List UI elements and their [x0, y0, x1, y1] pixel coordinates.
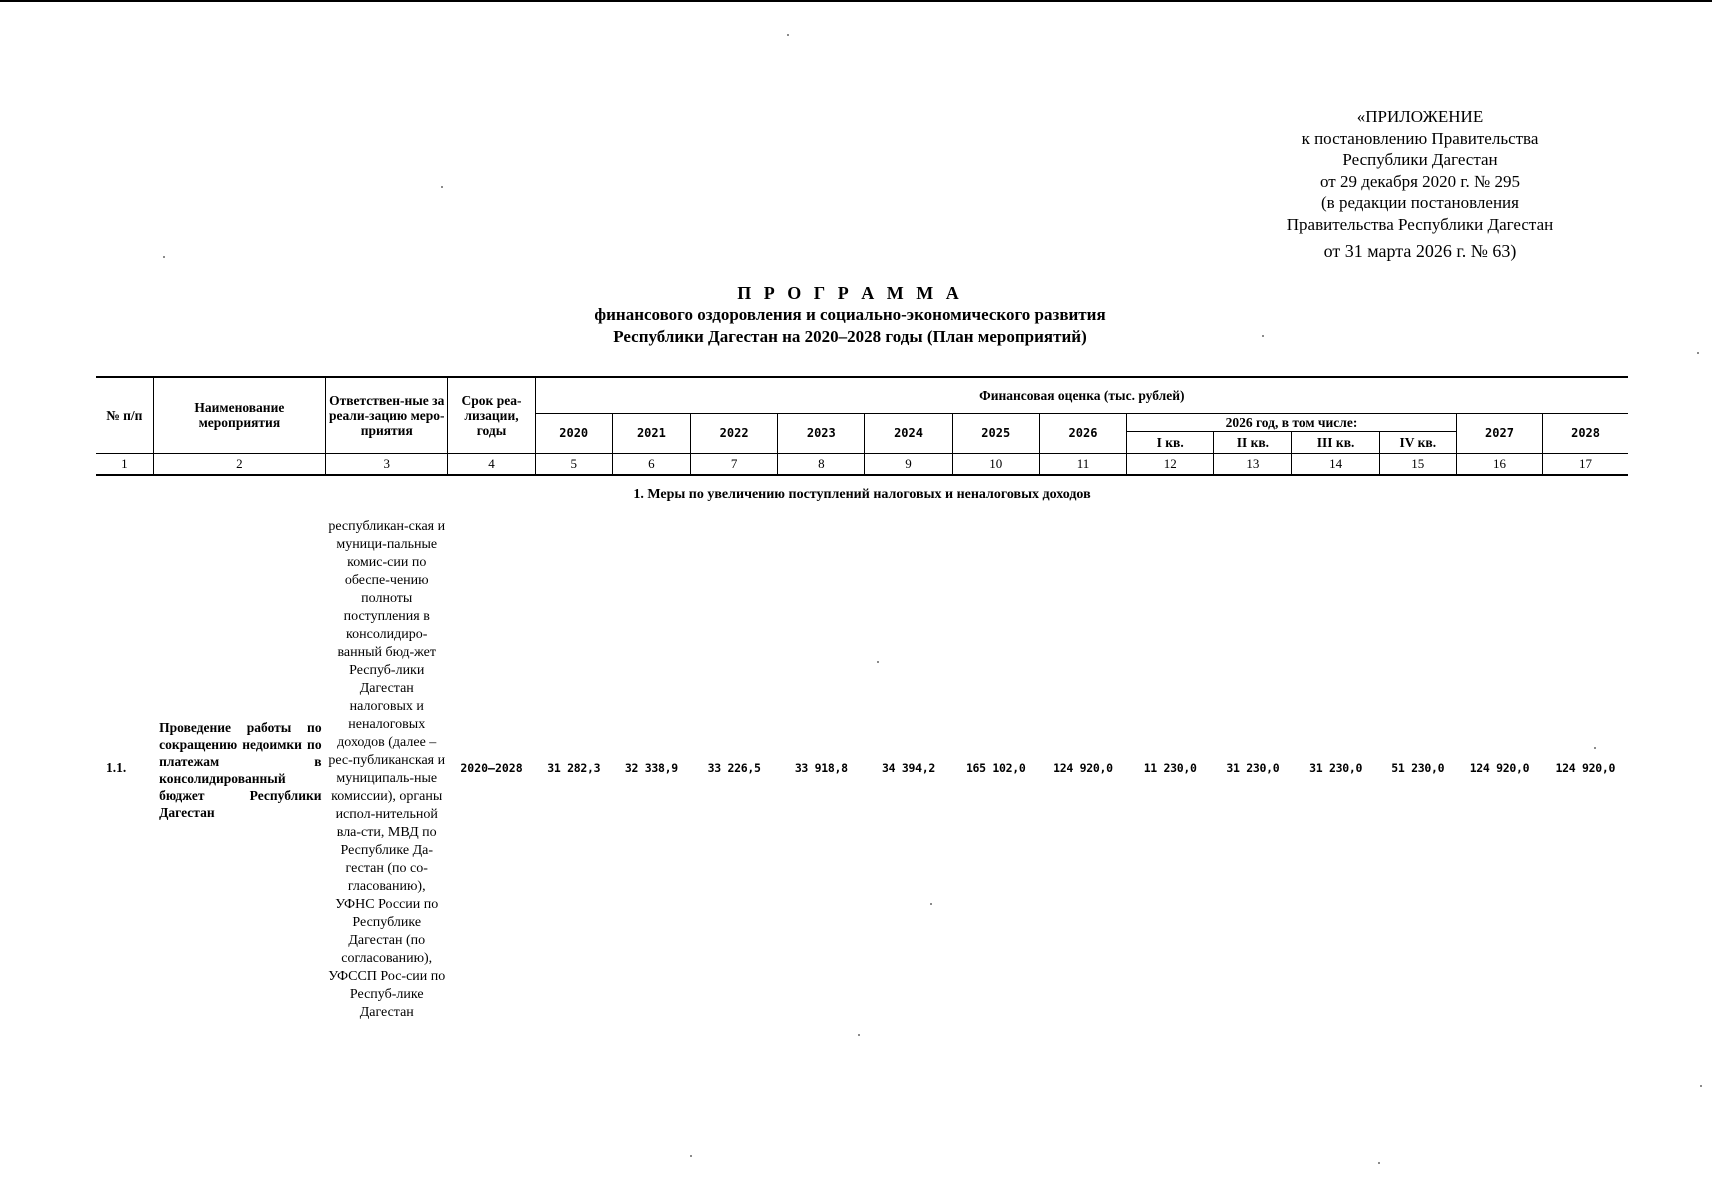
header-num: № п/п: [96, 377, 153, 453]
appendix-line: Республики Дагестан: [1342, 150, 1498, 169]
header-q2: II кв.: [1214, 431, 1292, 453]
value-2026-q2: 31 230,0: [1226, 760, 1280, 775]
header-q1: I кв.: [1127, 431, 1214, 453]
header-period: Срок реа-лизации, годы: [448, 377, 535, 453]
value-2022: 33 226,5: [707, 760, 761, 775]
row-period: 2020–2028: [460, 760, 523, 775]
appendix-line: (в редакции постановления: [1321, 193, 1519, 212]
header-year-2020: 2020: [535, 413, 612, 453]
scan-speck: [163, 256, 165, 258]
column-number: 2: [153, 453, 325, 475]
header-year-2024: 2024: [865, 413, 952, 453]
column-number-row: [96, 453, 1628, 475]
plan-table: [96, 376, 1628, 1022]
column-number: 12: [1127, 453, 1214, 475]
scan-speck: [858, 1034, 860, 1036]
header-year-2021: 2021: [612, 413, 690, 453]
appendix-line: от 29 декабря 2020 г. № 295: [1320, 171, 1520, 191]
title-line: финансового оздоровления и социально-экономического развития: [594, 305, 1106, 324]
scan-speck: [1700, 1085, 1702, 1087]
appendix-line: Правительства Республики Дагестан: [1286, 214, 1554, 234]
value-2024: 34 394,2: [882, 760, 936, 775]
table-row: [96, 514, 1628, 1022]
column-number: 4: [448, 453, 535, 475]
value-2026: 124 920,0: [1053, 760, 1113, 775]
header-year-2022: 2022: [690, 413, 777, 453]
scan-speck: [930, 903, 932, 905]
value-2025: 165 102,0: [965, 760, 1026, 775]
column-number: 7: [690, 453, 777, 475]
value-2021: 32 338,9: [624, 760, 678, 775]
column-number: 1: [96, 453, 153, 475]
row-responsible: республикан-ская и муници-пальные комис-сии по обеспе-чению полноты поступления в консолидиро-ванный бюд-жет Респуб-лики Дагестан налоговых и неналоговых доходов (далее – рес-публиканская и муниципаль-ные комиссии), органы испол-нительной вла-сти, МВД по Республике Да-гестан (по со-гласованию), УФНС России по Республике Дагестан (по согласованию), УФССП Рос-сии по Респуб-лике Дагестан: [328, 518, 446, 1020]
header-year-2025: 2025: [952, 413, 1039, 453]
column-number: 9: [865, 453, 952, 475]
title-program: П Р О Г Р А М М А: [737, 283, 963, 303]
column-number: 8: [778, 453, 865, 475]
title-line: Республики Дагестан на 2020–2028 годы (План мероприятий): [613, 327, 1087, 346]
value-2023: 33 918,8: [794, 760, 848, 775]
header-q3: III кв.: [1292, 431, 1379, 453]
column-number: 11: [1039, 453, 1126, 475]
column-number: 16: [1456, 453, 1542, 475]
appendix-line: к постановлению Правительства: [1301, 128, 1539, 148]
header-year-2023: 2023: [778, 413, 865, 453]
column-number: 13: [1214, 453, 1292, 475]
section-title: 1. Меры по увеличению поступлений налоговых и неналоговых доходов: [633, 486, 1091, 502]
header-year-2027: 2027: [1456, 413, 1542, 453]
header-year-2026: 2026: [1039, 413, 1126, 453]
scan-speck: [1262, 335, 1264, 337]
value-2020: 31 282,3: [547, 760, 601, 775]
header-responsible: Ответствен-ные за реали-зацию меро-приятия: [326, 377, 448, 453]
header-q4: IV кв.: [1379, 431, 1456, 453]
column-number: 10: [952, 453, 1039, 475]
header-financial: Финансовая оценка (тыс. рублей): [535, 377, 1628, 413]
appendix-line: «ПРИЛОЖЕНИЕ: [1356, 107, 1484, 126]
column-number: 5: [535, 453, 612, 475]
value-2026-q1: 11 230,0: [1143, 760, 1197, 775]
column-number: 15: [1379, 453, 1456, 475]
row-number: 1.1.: [106, 759, 127, 775]
scan-speck: [690, 1155, 692, 1157]
scan-speck: [1594, 747, 1596, 749]
scan-edge-line: [0, 0, 1712, 2]
column-number: 17: [1543, 453, 1628, 475]
document-title: [400, 282, 1300, 348]
row-name: Проведение работы по сокращению недоимки по платежам в консолидированный бюджет Республики Дагестан: [159, 719, 322, 820]
appendix-block: [1240, 106, 1600, 263]
scan-speck: [877, 661, 879, 663]
value-2026-q4: 51 230,0: [1391, 760, 1445, 775]
column-number: 6: [612, 453, 690, 475]
scan-speck: [1378, 1162, 1380, 1164]
column-number: 3: [326, 453, 448, 475]
column-number: 14: [1292, 453, 1379, 475]
header-2026-breakdown: 2026 год, в том числе:: [1127, 413, 1457, 431]
scan-speck: [787, 34, 789, 36]
header-year-2028: 2028: [1543, 413, 1628, 453]
value-2026-q3: 31 230,0: [1309, 760, 1363, 775]
value-2027: 124 920,0: [1469, 760, 1530, 775]
header-name: Наименование мероприятия: [153, 377, 325, 453]
value-2028: 124 920,0: [1555, 760, 1616, 775]
scan-speck: [1697, 352, 1699, 354]
section-row: [96, 475, 1628, 514]
scan-speck: [441, 186, 443, 188]
appendix-line: от 31 марта 2026 г. № 63): [1323, 241, 1517, 261]
